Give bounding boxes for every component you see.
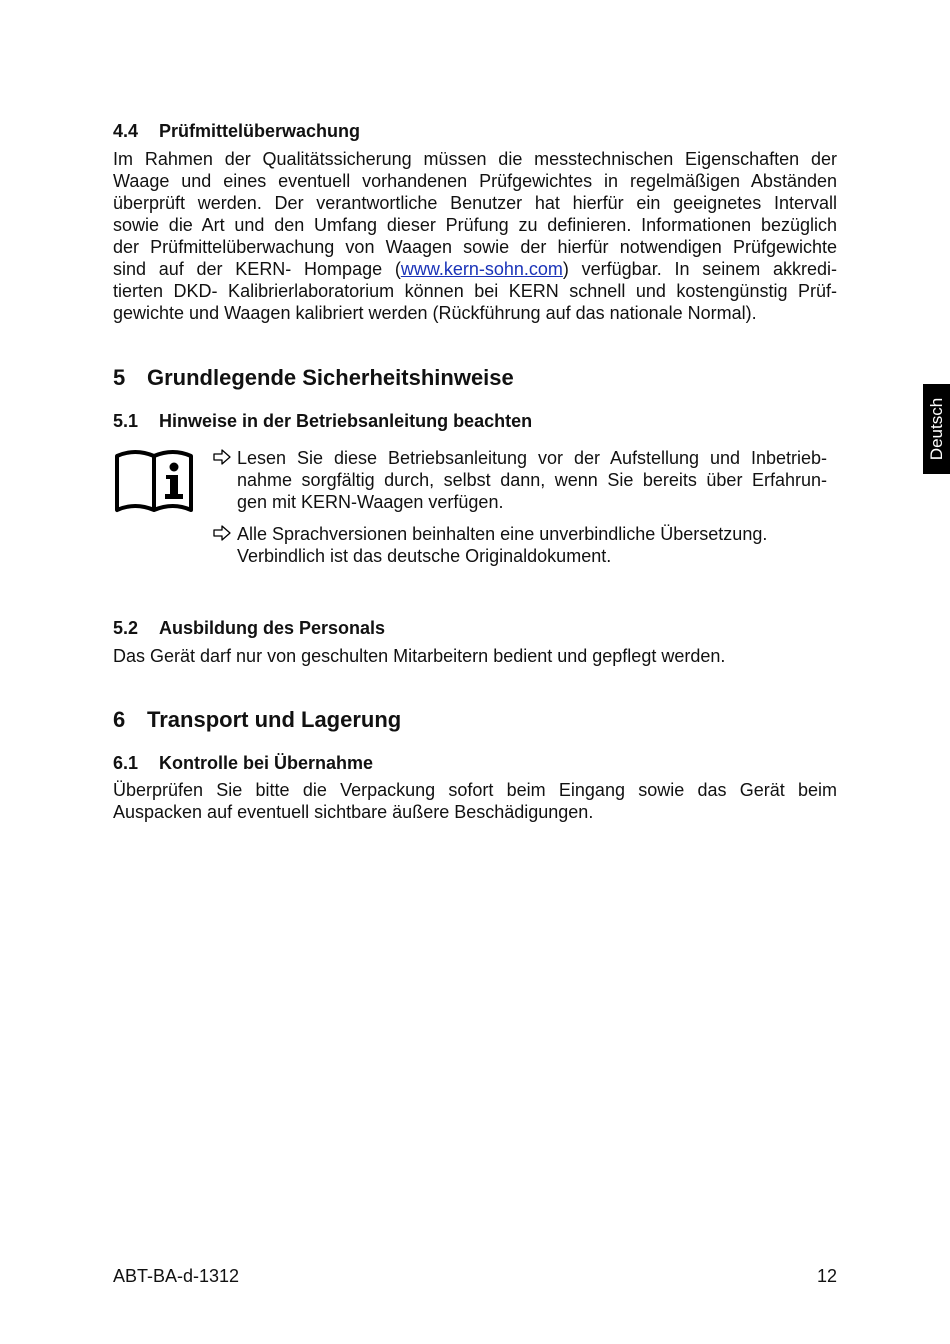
chapter-title: Transport und Lagerung <box>147 707 402 732</box>
text-line: überprüft werden. Der verantwortliche Benutzer hat hierfür ein geeignetes Intervall <box>113 193 837 213</box>
text-line: Das Gerät darf nur von geschulten Mitarbeitern bedient und gepflegt werden. <box>113 646 726 666</box>
list-item <box>213 523 837 567</box>
arrow-right-outline-icon <box>213 449 231 465</box>
section-5-2 <box>113 617 837 639</box>
text-line: sowie die Art und den Umfang dieser Prüfung zu definieren. Informationen bezüglich <box>113 215 837 235</box>
list-item-text <box>237 523 827 567</box>
arrow-right-outline-icon <box>213 525 231 541</box>
section-number: 5.2 <box>113 618 139 638</box>
text-line: tierten DKD- Kalibrierlaboratorium können bei KERN schnell und kostengünstig Prüf- <box>113 281 837 301</box>
section-5 <box>113 365 837 391</box>
text-line: Lesen Sie diese Betriebsanleitung vor der Aufstellung und Inbetrieb- <box>237 448 827 468</box>
info-manual-icon <box>113 448 195 514</box>
section-title: Ausbildung des Personals <box>159 618 386 638</box>
chapter-number: 5 <box>113 365 126 390</box>
section-4-4 <box>113 120 837 142</box>
section-heading <box>113 120 837 142</box>
chapter-title: Grundlegende Sicherheitshinweise <box>147 365 514 390</box>
text-line: Im Rahmen der Qualitätssicherung müssen die messtechnischen Eigenschaften der <box>113 149 837 169</box>
footer-page-number: 12 <box>816 1266 837 1286</box>
text-line: Überprüfen Sie bitte die Verpackung sofort beim Eingang sowie das Gerät beim <box>113 780 837 800</box>
chapter-heading <box>113 707 837 733</box>
section-heading <box>113 410 837 432</box>
section-5-1 <box>113 410 837 432</box>
text-line: Waage und eines eventuell vorhandenen Prüfgewichtes in regelmäßigen Abständen <box>113 171 837 191</box>
chapter-number: 6 <box>113 707 126 732</box>
section-title: Kontrolle bei Übernahme <box>159 753 374 773</box>
section-number: 6.1 <box>113 753 139 773</box>
section-title: Prüfmittelüberwachung <box>159 121 361 141</box>
paragraph <box>113 779 837 823</box>
text-fragment: ) verfügbar. In seinem akkredi- <box>562 259 837 279</box>
language-tab-label: Deutsch <box>926 397 946 461</box>
text-line: gewichte und Waagen kalibriert werden (Rückführung auf das nationale Normal). <box>113 303 757 323</box>
text-line-with-link <box>113 258 837 280</box>
text-line: Auspacken auf eventuell sichtbare äußere Beschädigungen. <box>113 802 594 822</box>
section-6 <box>113 707 837 733</box>
text-line: der Prüfmittelüberwachung von Waagen sowie der hierfür notwendigen Prüfgewichte <box>113 237 837 257</box>
section-heading <box>113 617 837 639</box>
chapter-heading <box>113 365 837 391</box>
section-4-4-body <box>113 148 837 324</box>
paragraph <box>113 645 837 667</box>
kern-sohn-link[interactable]: www.kern-sohn.com <box>400 259 563 279</box>
section-6-1 <box>113 752 837 774</box>
section-5-2-body <box>113 645 837 667</box>
section-heading <box>113 752 837 774</box>
list-item-text <box>237 447 827 513</box>
text-line: Alle Sprachversionen beinhalten eine unverbindliche Übersetzung. <box>237 524 768 544</box>
text-line: Verbindlich ist das deutsche Originaldokument. <box>237 546 612 566</box>
section-6-1-body <box>113 779 837 823</box>
text-fragment: sind auf der KERN- Hompage ( <box>113 259 401 279</box>
footer-doc-id: ABT-BA-d-1312 <box>113 1266 240 1286</box>
text-line: nahme sorgfältig durch, selbst dann, wenn Sie bereits über Erfahrun- <box>237 470 827 490</box>
section-number: 5.1 <box>113 411 139 431</box>
section-number: 4.4 <box>113 121 139 141</box>
section-title: Hinweise in der Betriebsanleitung beachten <box>159 411 533 431</box>
text-line: gen mit KERN-Waagen verfügen. <box>237 492 504 512</box>
list-item <box>213 447 837 513</box>
paragraph <box>113 148 837 324</box>
language-tab <box>923 384 950 474</box>
